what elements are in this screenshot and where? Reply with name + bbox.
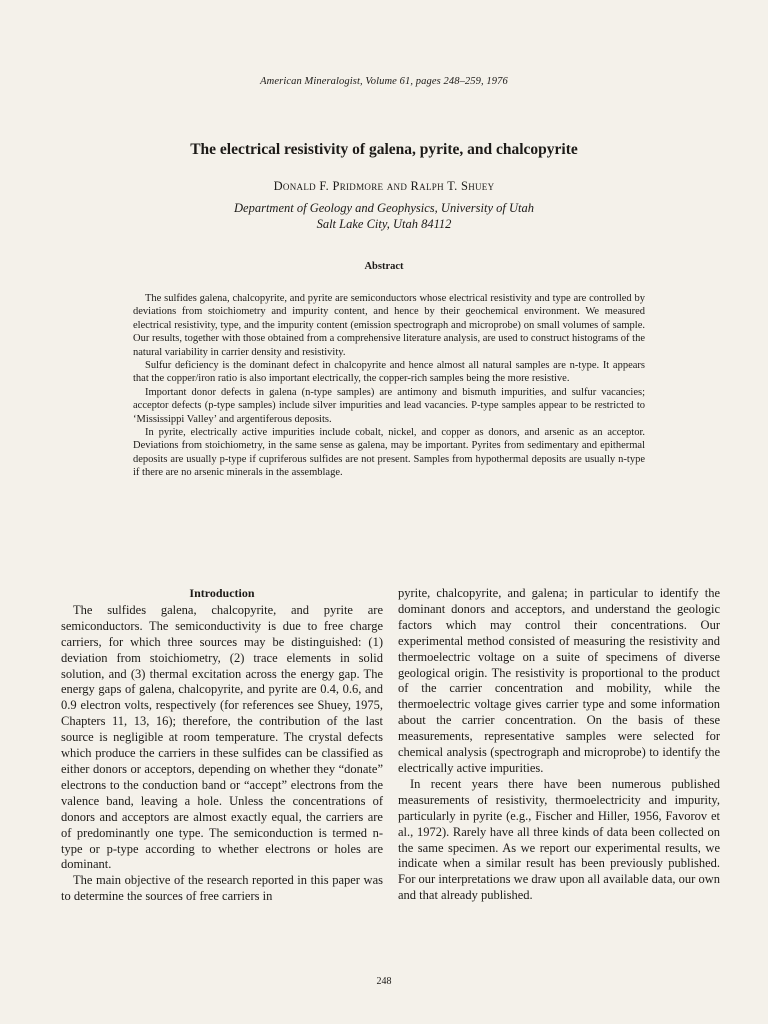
abstract-paragraph: Sulfur deficiency is the dominant defect in chalcopyrite and hence almost all natural samples are n-type. It appears that the copper/iron ratio is also important electrically, the copper-rich samples being the more resistive. [133, 360, 645, 385]
body-paragraph: In recent years there have been numerous published measurements of resistivity, thermoelectricity and impurity, particularly in pyrite (e.g., Fischer and Hiller, 1956, Favorov et al., 1972). Rarely have all three kinds of data been collected on the same specimen. As we report our experimental results, we indicate when a similar result has been previously published. For our interpretations we draw upon all available data, our own and that already published. [398, 776, 720, 903]
body-paragraph: The main objective of the research reported in this paper was to determine the sources of free carriers in [61, 873, 383, 904]
page-number: 248 [376, 976, 392, 987]
affiliation-department: Department of Geology and Geophysics, University of Utah [234, 201, 534, 215]
journal-citation: American Mineralogist, Volume 61, pages 248–259, 1976 [260, 76, 508, 87]
abstract-body [133, 292, 645, 480]
introduction-heading: Introduction [189, 586, 255, 600]
affiliation [0, 200, 768, 232]
body-paragraph: The sulfides galena, chalcopyrite, and pyrite are semiconductors. The semiconductivity is due to free charge carriers, for which three sources may be distinguished: (1) deviation from stoichiometry, (2) trace elements in solid solution, and (3) thermal excitation across the energy gap. The energy gaps of galena, chalcopyrite, and pyrite are 0.4, 0.6, and 0.9 electron volts, respectively (for references see Shuey, 1975, Chapters 11, 13, 16); therefore, the contribution of the last source is negligible at room temperature. The crystal defects which produce the carriers in these sulfides can be classified as either donors or acceptors, depending on whether they “donate” electrons to the conduction band or “accept” electrons from the valence band, leaving a hole. Unless the concentrations of donors and acceptors are almost exactly equal, the carriers are of predominantly one type. The semiconduction is termed n-type or p-type according to whether electrons or holes are dominant. [61, 602, 383, 872]
article-title: The electrical resistivity of galena, pyrite, and chalcopyrite [190, 141, 578, 158]
abstract-paragraph: In pyrite, electrically active impurities include cobalt, nickel, and copper as donors, and arsenic as an acceptor. Deviations from stoichiometry, in the same sense as galena, may be important. Pyrites from sedimentary and epithermal deposits are usually p-type if cupriferous sulfides are not present. Samples from hypothermal deposits are usually n-type if there are no arsenic minerals in the assemblage. [133, 427, 645, 479]
left-column [61, 586, 383, 905]
right-column [398, 586, 720, 904]
abstract-paragraph: Important donor defects in galena (n-type samples) are antimony and bismuth impurities, and sulfur vacancies; acceptor defects (p-type samples) include silver impurities and lead vacancies. P-type samples appear to be restricted to ‘Mississippi Valley’ and argentiferous deposits. [133, 386, 645, 425]
body-paragraph: pyrite, chalcopyrite, and galena; in particular to identify the dominant donors and acceptors, and understand the geologic factors which may control their concentrations. Our experimental method consisted of measuring the resistivity and thermoelectric voltage on a suite of specimens of diverse geological origin. The resistivity is proportional to the product of the carrier concentration and mobility, while the thermoelectric voltage gives carrier type and some information about the carrier concentration. On the basis of these measurements, representative samples were selected for chemical analysis (spectrograph and microprobe) to identify the electrically active impurities. [398, 586, 720, 775]
affiliation-address: Salt Lake City, Utah 84112 [316, 217, 452, 231]
author-line: Donald F. Pridmore and Ralph T. Shuey [273, 179, 495, 193]
abstract-heading: Abstract [364, 261, 404, 272]
abstract-paragraph: The sulfides galena, chalcopyrite, and pyrite are semiconductors whose electrical resistivity and type are controlled by deviations from stoichiometry and impurity content, and hence by their geochemical environment. We measured electrical resistivity, type, and the impurity content (emission spectrograph and microprobe) on small volumes of sample. Our results, together with those obtained from a comprehensive literature analysis, are used to construct histograms of the natural variability in carrier density and resistivity. [133, 293, 645, 358]
